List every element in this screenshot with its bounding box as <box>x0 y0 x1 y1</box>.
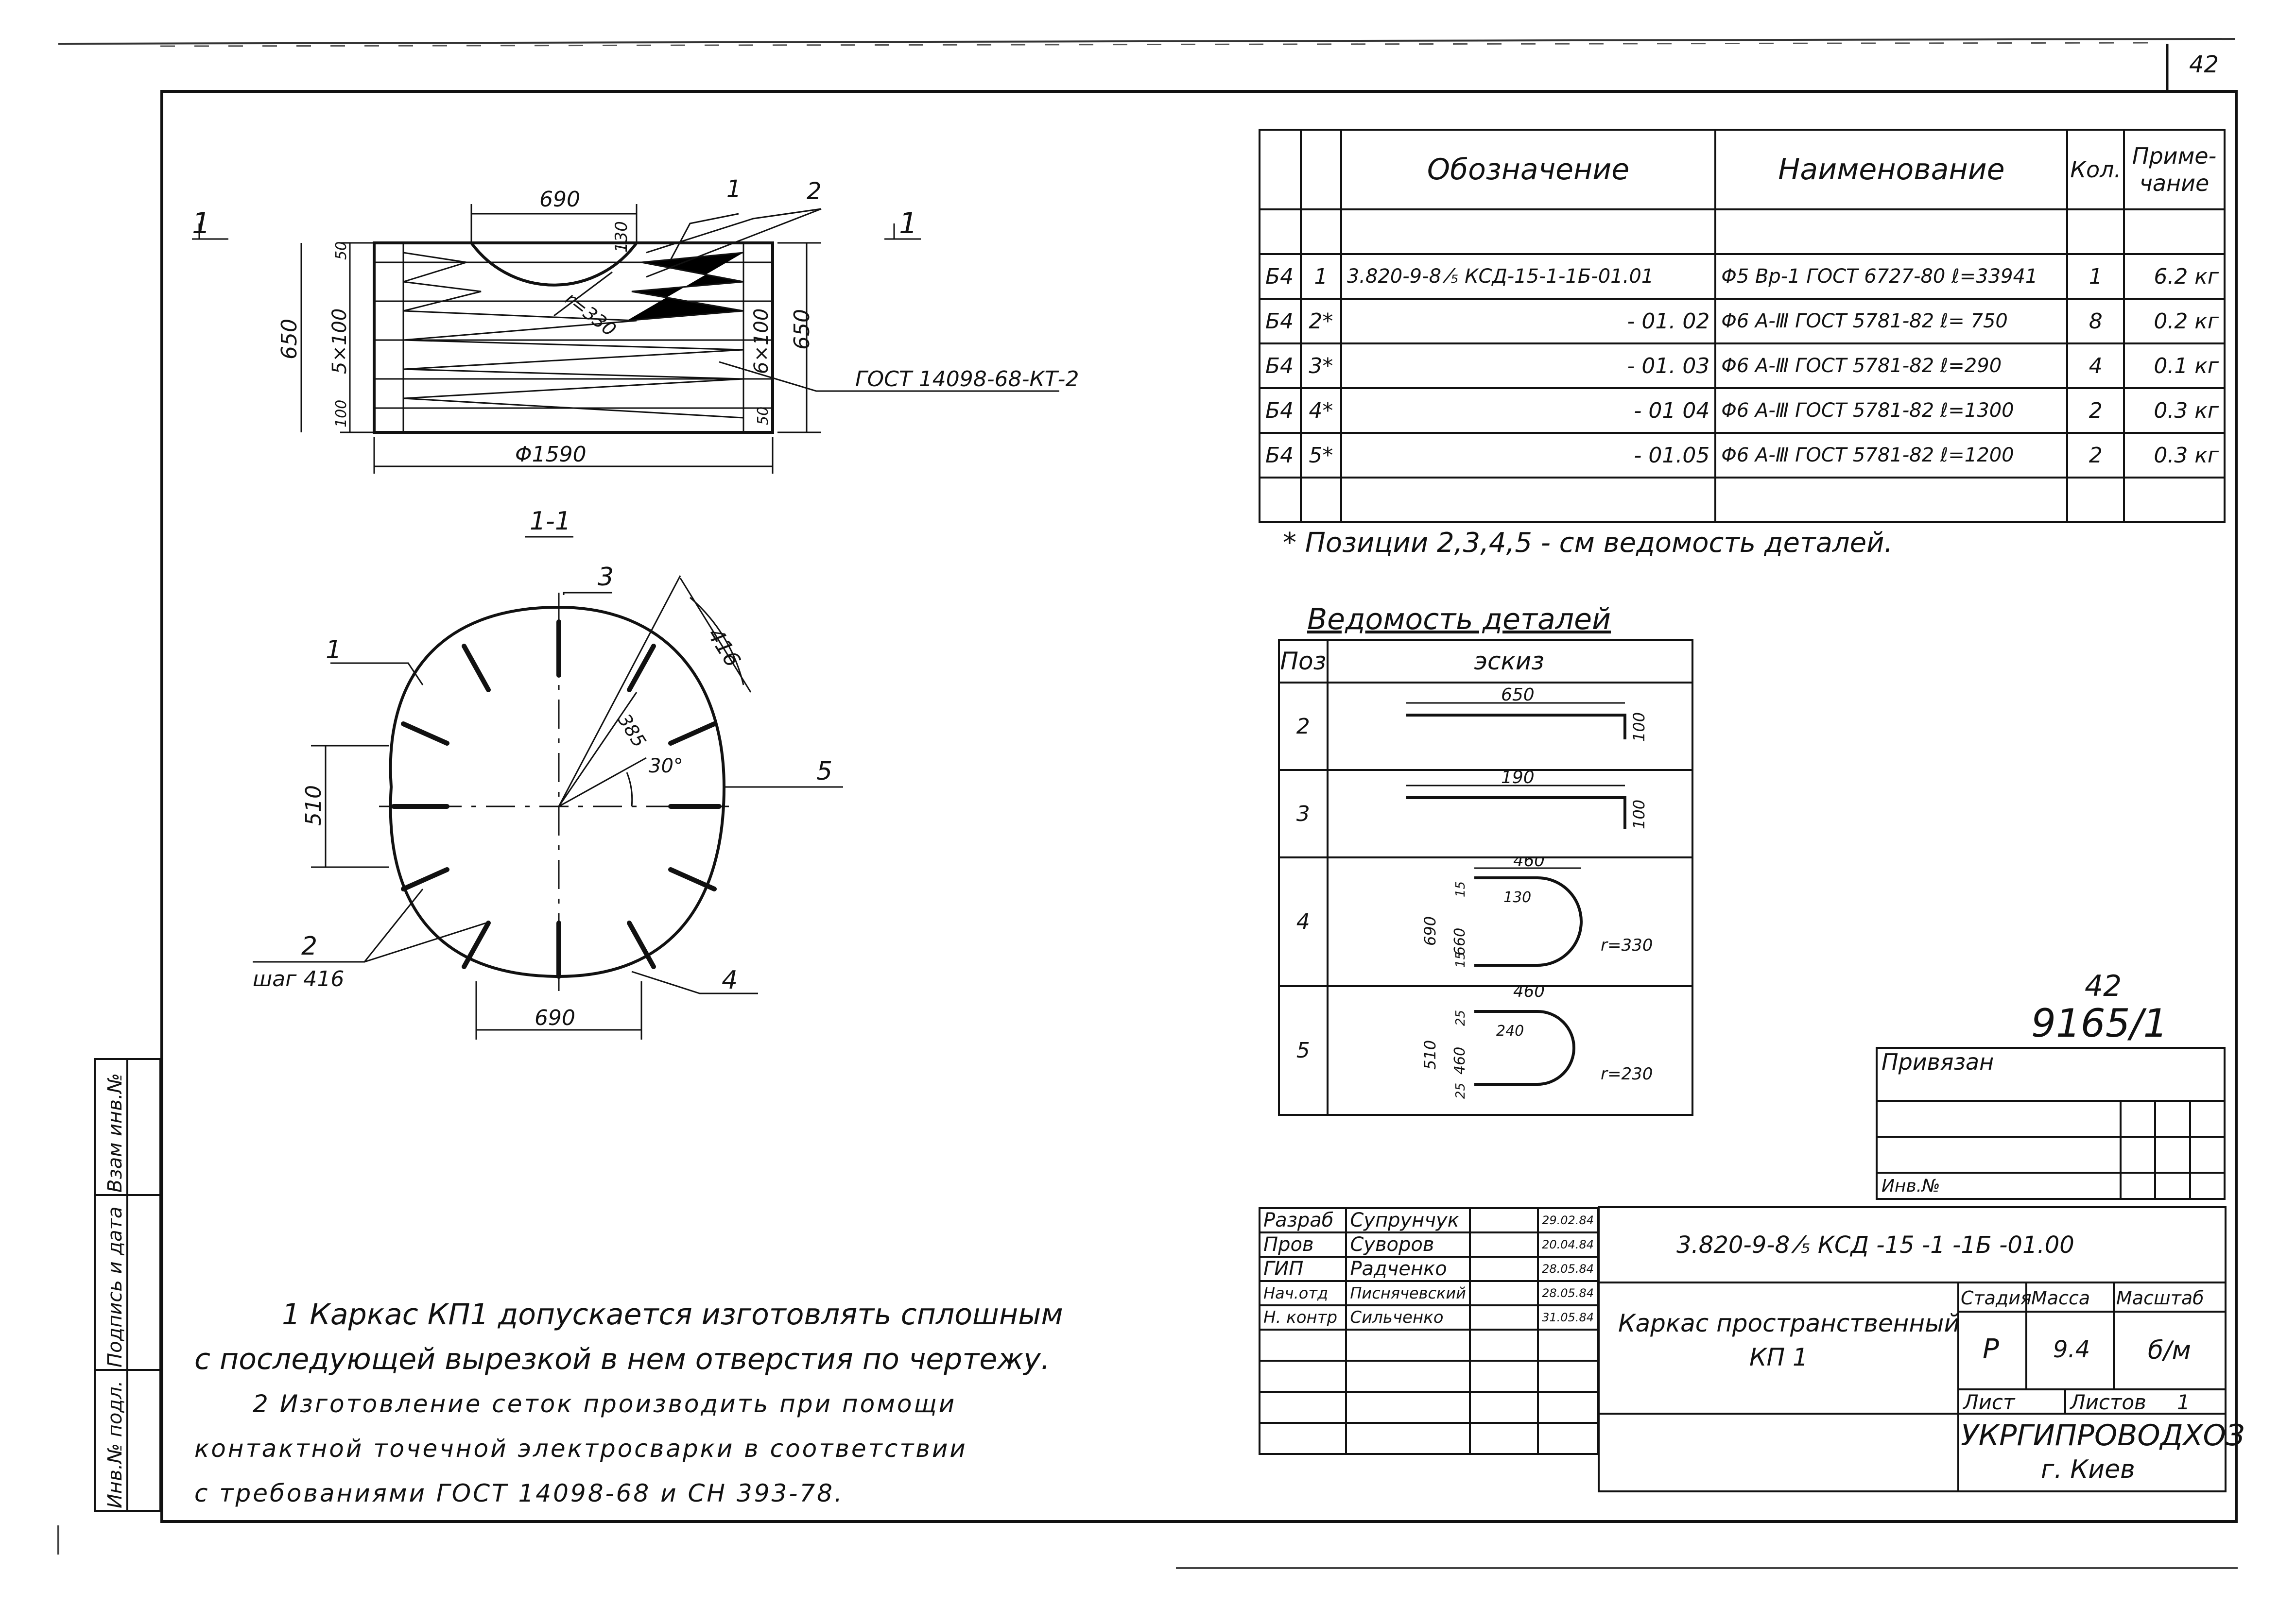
document-code: 3.820-9-8 ⁄₅ КСД -15 -1 -1Б -01.00 <box>1676 1231 2074 1259</box>
sheet-number: 42 <box>2189 51 2219 78</box>
section-title: 1-1 <box>530 507 571 536</box>
dim-510: 510 <box>301 785 326 826</box>
svg-text:460: 460 <box>1513 987 1545 1001</box>
col-name: Наименование <box>1715 130 2067 209</box>
sheet-label: Лист <box>1963 1390 2015 1414</box>
mass-value: 9.4 <box>2053 1336 2090 1363</box>
col-note: Приме- чание <box>2124 130 2225 209</box>
col-qty: Кол. <box>2067 130 2124 209</box>
dim-r330: r=330 <box>561 288 621 341</box>
note-2-cont: контактной точечной электросварки в соответствии <box>194 1435 967 1463</box>
dim-30deg: 30° <box>649 755 683 777</box>
section-leader-1: 1 <box>326 635 342 665</box>
details-table: Поз эскиз 2 650 100 3 190 100 4 460 690 660 15 15 130 r=330 5 460 510 460 25 25 240 r=230 <box>1278 639 1693 1116</box>
sheets-label: Листов <box>2070 1390 2146 1414</box>
svg-text:Взам инв.№: Взам инв.№ <box>104 1073 126 1193</box>
signature-row: Нач.отд Писнячевский 28.05.84 <box>1260 1281 1598 1305</box>
section-leader-5: 5 <box>816 757 833 786</box>
detail-row: 5 460 510 460 25 25 240 r=230 <box>1279 986 1692 1115</box>
leader-2: 2 <box>807 178 822 205</box>
scale-label: Масштаб <box>2116 1287 2204 1309</box>
note-2-end: с требованиями ГОСТ 14098-68 и СН 393-78. <box>194 1479 844 1507</box>
dim-130: 130 <box>612 221 631 253</box>
svg-text:130: 130 <box>1503 889 1531 906</box>
section-mark-left: 1 <box>192 206 211 240</box>
signature-row: Пров Суворов 20.04.84 <box>1260 1232 1598 1257</box>
leader-1: 1 <box>726 175 742 203</box>
drawing-code: 9165/1 <box>2031 1001 2168 1046</box>
svg-text:15: 15 <box>1453 951 1468 968</box>
note-1: 1 Каркас КП1 допускается изготовлять сплошным <box>282 1298 1063 1332</box>
binding-block: Привязан Инв.№ <box>1876 1047 2226 1200</box>
dim-50-right: 50 <box>755 406 772 425</box>
title-line-1: Каркас пространственный <box>1618 1309 1960 1337</box>
section-leader-2: 2 <box>301 932 318 961</box>
note-1-cont: с последующей вырезкой в нем отверстия по чертежу. <box>194 1342 1050 1376</box>
detail-row: 3 190 100 <box>1279 770 1692 857</box>
svg-text:510: 510 <box>1420 1040 1439 1070</box>
note-2: 2 Изготовление сеток производить при помощи <box>253 1390 957 1418</box>
table-row: Б4 5* - 01.05 Φ6 А-Ⅲ ГОСТ 5781-82 ℓ=1200 2 0.3 кг <box>1260 433 2225 478</box>
svg-text:460: 460 <box>1513 858 1545 871</box>
svg-text:100: 100 <box>1629 712 1648 742</box>
detail-row: 2 650 100 <box>1279 683 1692 770</box>
table-row: Б4 2* - 01. 02 Φ6 А-Ⅲ ГОСТ 5781-82 ℓ= 750 8 0.2 кг <box>1260 299 2225 343</box>
scale-value: б/м <box>2148 1336 2191 1365</box>
svg-text:25: 25 <box>1453 1082 1468 1099</box>
signature-row: Н. контр Сильченко 31.05.84 <box>1260 1305 1598 1330</box>
svg-text:r=230: r=230 <box>1600 1064 1653 1084</box>
svg-text:240: 240 <box>1496 1023 1524 1040</box>
dim-diameter: Φ1590 <box>515 442 587 467</box>
dim-385: 385 <box>613 710 651 752</box>
city: г. Киев <box>2041 1455 2135 1484</box>
svg-text:190: 190 <box>1501 771 1535 787</box>
dim-100-bottom: 100 <box>333 399 350 427</box>
svg-text:690: 690 <box>1420 916 1439 946</box>
section-leader-3: 3 <box>598 563 614 592</box>
weld-note: ГОСТ 14098-68-КТ-2 <box>855 367 1079 392</box>
mass-label: Масса <box>2031 1287 2090 1309</box>
table-row: Б4 3* - 01. 03 Φ6 А-Ⅲ ГОСТ 5781-82 ℓ=290 4 0.1 кг <box>1260 343 2225 388</box>
table-row: Б4 4* - 01 04 Φ6 А-Ⅲ ГОСТ 5781-82 ℓ=1300 2 0.3 кг <box>1260 388 2225 433</box>
dim-650-left: 650 <box>277 319 302 359</box>
footnote: * Позиции 2,3,4,5 - см ведомость деталей. <box>1283 527 1893 559</box>
stage-value: Р <box>1983 1333 1999 1365</box>
table-row: Б4 1 3.820-9-8 ⁄₅ КСД-15-1-1Б-01.01 Φ5 Вр-1 ГОСТ 6727-80 ℓ=33941 1 6.2 кг <box>1260 254 2225 299</box>
organization: УКРГИПРОВОДХОЗ <box>1961 1419 2245 1453</box>
svg-text:15: 15 <box>1453 881 1468 897</box>
svg-text:460: 460 <box>1451 1046 1468 1075</box>
svg-text:r=330: r=330 <box>1600 936 1653 955</box>
dim-690: 690 <box>539 187 580 212</box>
sheets-value: 1 <box>2177 1390 2190 1414</box>
details-title: Ведомость деталей <box>1307 602 1611 636</box>
svg-text:Подпись и дата: Подпись и дата <box>104 1206 126 1368</box>
dim-416: 416 <box>702 623 745 672</box>
svg-text:660: 660 <box>1451 927 1468 956</box>
signature-row: ГИП Радченко 28.05.84 <box>1260 1257 1598 1281</box>
col-designation: Обозначение <box>1341 130 1716 209</box>
title-line-2: КП 1 <box>1749 1343 1808 1371</box>
dim-5x100: 5×100 <box>328 308 351 374</box>
svg-text:650: 650 <box>1501 685 1535 705</box>
stage-label: Стадия <box>1961 1287 2032 1309</box>
section-mark-right: 1 <box>899 206 918 240</box>
section-leader-4: 4 <box>722 966 738 995</box>
drawing-code-top: 42 <box>2085 969 2122 1003</box>
dim-50-top: 50 <box>333 241 350 260</box>
svg-text:Инв.№ подл.: Инв.№ подл. <box>104 1380 126 1508</box>
dim-650-right: 650 <box>790 309 814 350</box>
detail-row: 4 460 690 660 15 15 130 r=330 <box>1279 857 1692 986</box>
signature-row: Разраб Супрунчук 29.02.84 <box>1260 1208 1598 1232</box>
svg-text:100: 100 <box>1629 799 1648 829</box>
dim-690-section: 690 <box>535 1006 575 1030</box>
pitch-note: шаг 416 <box>253 967 345 992</box>
dim-6x100: 6×100 <box>750 308 773 374</box>
svg-text:25: 25 <box>1453 1009 1468 1026</box>
